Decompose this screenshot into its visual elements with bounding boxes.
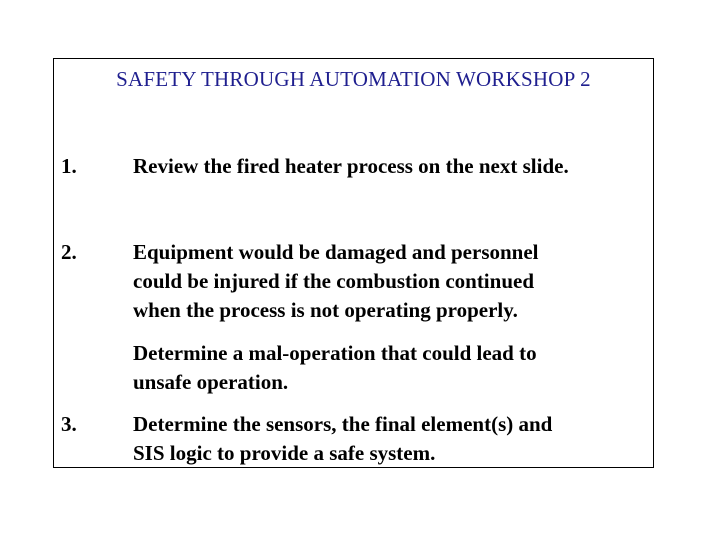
item-text: Review the fired heater process on the next slide. — [133, 154, 569, 178]
item-number: 3. — [61, 412, 77, 436]
item-text: Equipment would be damaged and personnel could be injured if the combustion continued when the process is not operating properly. — [133, 240, 539, 322]
item-text: Determine the sensors, the final element(s) and SIS logic to provide a safe system. — [133, 412, 553, 465]
item-number: 2. — [61, 240, 77, 264]
item-text: Determine a mal-operation that could lead to unsafe operation. — [133, 341, 537, 394]
slide-title: SAFETY THROUGH AUTOMATION WORKSHOP 2 — [116, 67, 591, 91]
slide-frame — [53, 58, 654, 468]
item-number: 1. — [61, 154, 77, 178]
